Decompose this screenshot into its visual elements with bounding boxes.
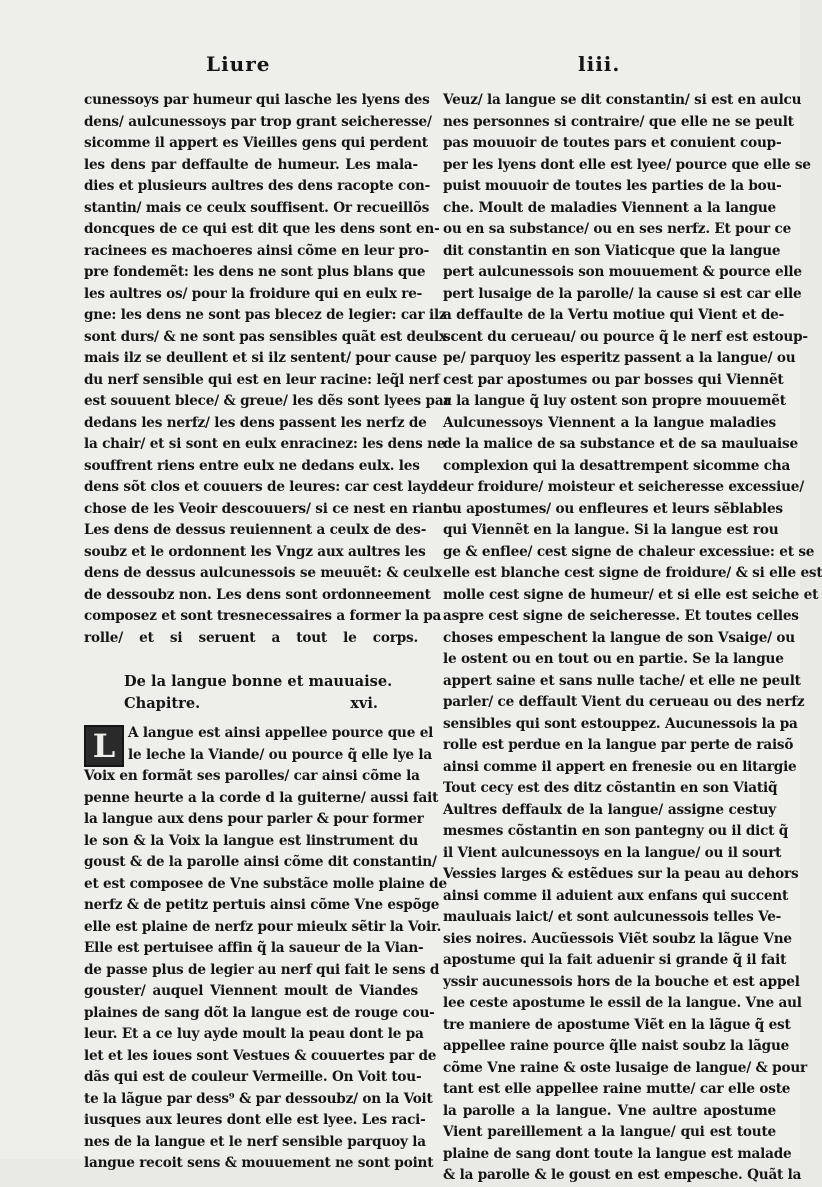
text-line: lee ceste apostume le essil de la langue. Vne aul xyxy=(443,995,802,1011)
right-column-text xyxy=(443,90,822,1187)
text-line: pas mouuoir de toutes pars et conuient coup- xyxy=(443,135,782,151)
text-line: nes personnes si contraire/ que elle ne se peult xyxy=(443,113,794,130)
text-line: sies noires. Aucũessois Viẽt soubz la lãgue Vne xyxy=(443,930,792,947)
text-line: per les lyens dont elle est lyee/ pource que elle se xyxy=(443,156,811,173)
text-line: ou en sa substance/ ou en ses nerfz. Et pour ce xyxy=(443,221,792,237)
text-line: Elle est pertuisee affin q̃ la saueur de la Vian- xyxy=(84,940,424,956)
text-line: est souuent blece/ & greue/ les dẽs sont lyees par xyxy=(84,393,451,409)
text-line: pert lusaige de la parolle/ la cause si est car elle xyxy=(443,285,802,302)
paragraph-lines xyxy=(84,766,447,1175)
text-line: doncques de ce qui est dit que les dens sont en- xyxy=(84,221,440,237)
text-line: sont durs/ & ne sont pas sensibles quãt est deulx xyxy=(84,328,447,345)
text-line: choses empeschent la langue de son Vsaige/ ou xyxy=(443,629,795,646)
text-line: le ostent ou en tout ou en partie. Se la langue xyxy=(443,651,784,667)
text-line: souffrent riens entre eulx ne dedans eulx. les xyxy=(84,457,420,474)
folio-number: liii. xyxy=(578,52,621,76)
text-line: le leche la Viande/ ou pource q̃ elle lye la xyxy=(128,746,432,763)
chapter-number: xvi. xyxy=(350,695,378,712)
text-line: Aultres deffaulx de la langue/ assigne cestuy xyxy=(443,801,776,818)
text-line: elle est blanche cest signe de froidure/ & si elle est xyxy=(443,565,822,581)
text-line: sensibles qui sont estouppez. Aucunessois la pa xyxy=(443,715,798,732)
text-line: goust & de la parolle ainsi cõme dit constantin/ xyxy=(84,854,437,870)
text-line: che. Moult de maladies Viennent a la langue xyxy=(443,199,776,216)
text-line: et est composee de Vne substãce molle plaine de xyxy=(84,875,447,892)
text-line: soubz et le ordonnent les Vngz aux aultres les xyxy=(84,543,426,560)
text-line: te la lãgue par dess⁹ & par dessoubz/ on la Voit xyxy=(84,1090,433,1107)
text-line: la chair/ et si sont en eulx enracinez: les dens ne xyxy=(84,436,446,452)
text-line: dens de dessus aulcunessois se meuuẽt: & ceulx xyxy=(84,565,442,581)
text-line: langue recoit sens & mouuement ne sont point xyxy=(84,1155,434,1171)
text-line: stantin/ mais ce ceulx souffisent. Or recueillõs xyxy=(84,199,430,216)
text-line: elle est plaine de nerfz pour mieulx sẽtir la Voir. xyxy=(84,918,442,935)
drop-capital: L xyxy=(84,725,124,767)
text-line: yssir aucunessois hors de la bouche et est appel xyxy=(443,973,800,990)
text-line: de la malice de sa substance et de sa mauluaise xyxy=(443,436,798,452)
text-line: ainsi comme il appert en frenesie ou en litargie xyxy=(443,758,797,775)
text-line: tre maniere de apostume Viẽt en la lãgue q̃ est xyxy=(443,1016,791,1033)
chapter-paragraph xyxy=(84,723,447,1175)
text-line: plaine de sang dont toute la langue est malade xyxy=(443,1145,792,1162)
text-line: A langue est ainsi appellee pource que el xyxy=(128,725,434,741)
text-line: rolle est perdue en la langue par perte de raisõ xyxy=(443,737,794,753)
text-line: puist mouuoir de toutes les parties de la bou- xyxy=(443,178,782,194)
text-line: il Vient aulcunessoys en la langue/ ou il sourt xyxy=(443,844,782,861)
text-line: ou apostumes/ ou enfleures et leurs sẽblables xyxy=(443,500,783,517)
text-line: dit constantin en son Viaticque que la langue xyxy=(443,242,781,259)
text-line: cunessoys par humeur qui lasche les lyens des xyxy=(84,92,430,108)
text-line: mauluais laict/ et sont aulcunessois telles Ve- xyxy=(443,909,782,925)
text-line: complexion qui la desattrempent sicomme cha xyxy=(443,457,791,474)
text-line: & la parolle & le goust en est empesche. Quãt la xyxy=(443,1167,802,1183)
text-line: sicomme il appert es Vieilles gens qui perdent xyxy=(84,135,428,151)
text-line: la langue aux dens pour parler & pour former xyxy=(84,811,424,827)
text-line: dãs qui est de couleur Vermeille. On Voit tou- xyxy=(84,1069,422,1085)
text-line: ainsi comme il aduient aux enfans qui succent xyxy=(443,887,789,904)
spacer xyxy=(84,649,418,671)
text-line: chose de les Veoir descouuers/ si ce nest en riant. xyxy=(84,500,453,517)
text-line: cõme Vne raine & oste lusaige de langue/ & pour xyxy=(443,1059,807,1076)
text-line: les aultres os/ pour la froidure qui en eulx re- xyxy=(84,285,423,302)
text-line: mesmes cõstantin en son pantegny ou il dict q̃ xyxy=(443,823,789,839)
text-line: parler/ ce deffault Vient du cerueau ou des nerfz xyxy=(443,694,805,710)
text-line: let et les ioues sont Vestues & couuertes par de xyxy=(84,1047,437,1064)
text-line: pert aulcunessois son mouuement & pource elle xyxy=(443,264,802,280)
text-line: leur. Et a ce luy ayde moult la peau dont le pa xyxy=(84,1026,424,1042)
left-column xyxy=(84,90,453,1175)
text-line: Voix en formãt ses parolles/ car ainsi cõme la xyxy=(84,768,420,784)
text-line: gne: les dens ne sont pas blecez de legier: car ilz xyxy=(84,307,447,323)
chapter-heading: De la langue bonne et mauuaise. xyxy=(124,673,393,690)
text-line: dens/ aulcunessoys par trop grant seicheresse/ xyxy=(84,113,432,130)
text-line: Tout cecy est des ditz cõstantin en son Viatiq̃ xyxy=(443,780,778,796)
chapter-line xyxy=(84,693,418,715)
left-column-text xyxy=(84,90,453,649)
text-line: dies et plusieurs aultres des dens racopte con- xyxy=(84,178,431,194)
text-line: dedans les nerfz/ les dens passent les nerfz de xyxy=(84,414,427,431)
spacer xyxy=(84,715,418,723)
text-line: ge & enflee/ cest signe de chaleur excessiue: et se xyxy=(443,543,815,560)
text-line: pe/ parquoy les esperitz passent a la langue/ ou xyxy=(443,350,796,366)
text-line: Aulcunessoys Viennent a la langue maladies xyxy=(443,414,776,431)
text-line: tant est elle appellee raine mutte/ car elle oste xyxy=(443,1081,791,1097)
text-line: du nerf sensible qui est en leur racine: leq̃l nerf xyxy=(84,371,440,388)
text-line: mais ilz se deullent et si ilz sentent/ pour cause xyxy=(84,350,438,366)
text-line: qui Viennẽt en la langue. Si la langue est rou xyxy=(443,522,779,538)
text-line: pre fondemẽt: les dens ne sont plus blans que xyxy=(84,264,426,280)
text-line: molle cest signe de humeur/ et si elle est seiche et xyxy=(443,586,819,603)
text-line: cest par apostumes ou par bosses qui Viennẽt xyxy=(443,371,784,388)
text-line: nes de la langue et le nerf sensible parquoy la xyxy=(84,1133,426,1150)
text-line: appert saine et sans nulle tache/ et elle ne peult xyxy=(443,672,801,689)
text-line: a la langue q̃ luy ostent son propre mouuemẽt xyxy=(443,393,786,409)
text-line: de passe plus de legier au nerf qui fait le sens d xyxy=(84,961,440,978)
text-line: racinees es machoeres ainsi cõme en leur pro- xyxy=(84,242,430,259)
text-line: Les dens de dessus reuiennent a ceulx de des- xyxy=(84,522,427,538)
text-line: les dens par deffaulte de humeur. Les mala- xyxy=(84,156,418,173)
right-column xyxy=(443,90,822,1187)
text-line: apostume qui la fait aduenir si grande q̃ il fait xyxy=(443,952,787,968)
text-line: la parolle a la langue. Vne aultre apostume xyxy=(443,1102,776,1119)
text-line: le son & la Voix la langue est linstrument du xyxy=(84,832,418,849)
text-line: a deffaulte de la Vertu motiue qui Vient et de- xyxy=(443,307,785,323)
text-line: penne heurte a la corde d la guiterne/ aussi fait xyxy=(84,789,439,806)
text-line: rolle/ et si seruent a tout le corps. xyxy=(84,629,418,646)
text-line: plaines de sang dõt la langue est de rouge cou- xyxy=(84,1004,435,1021)
running-head: Liure xyxy=(206,52,271,76)
text-line: gouster/ auquel Viennent moult de Viandes xyxy=(84,983,418,999)
text-line: composez et sont tresnecessaires a former la pa xyxy=(84,608,442,624)
text-line: Veuz/ la langue se dit constantin/ si est en aulcu xyxy=(443,92,802,108)
text-line: de dessoubz non. Les dens sont ordonneement xyxy=(84,586,431,603)
text-line: appellee raine pource q̃lle naist soubz la lãgue xyxy=(443,1038,790,1054)
paragraph-indented-lines xyxy=(84,723,434,766)
text-line: iusques aux leures dont elle est lyee. Les raci- xyxy=(84,1112,426,1128)
text-line: Vient pareillement a la langue/ qui est toute xyxy=(443,1124,776,1140)
text-line: dens sõt clos et couuers de leures: car cest layde xyxy=(84,479,447,495)
text-line: aspre cest signe de seicheresse. Et toutes celles xyxy=(443,608,799,624)
text-line: leur froidure/ moisteur et seicheresse excessiue/ xyxy=(443,479,804,495)
chapter-label: Chapitre. xyxy=(124,695,201,712)
text-line: nerfz & de petitz pertuis ainsi cõme Vne espõge xyxy=(84,897,440,913)
text-line: Vessies larges & estẽdues sur la peau au dehors xyxy=(443,866,799,882)
text-line: scent du cerueau/ ou pource q̃ le nerf est estoup- xyxy=(443,328,808,345)
